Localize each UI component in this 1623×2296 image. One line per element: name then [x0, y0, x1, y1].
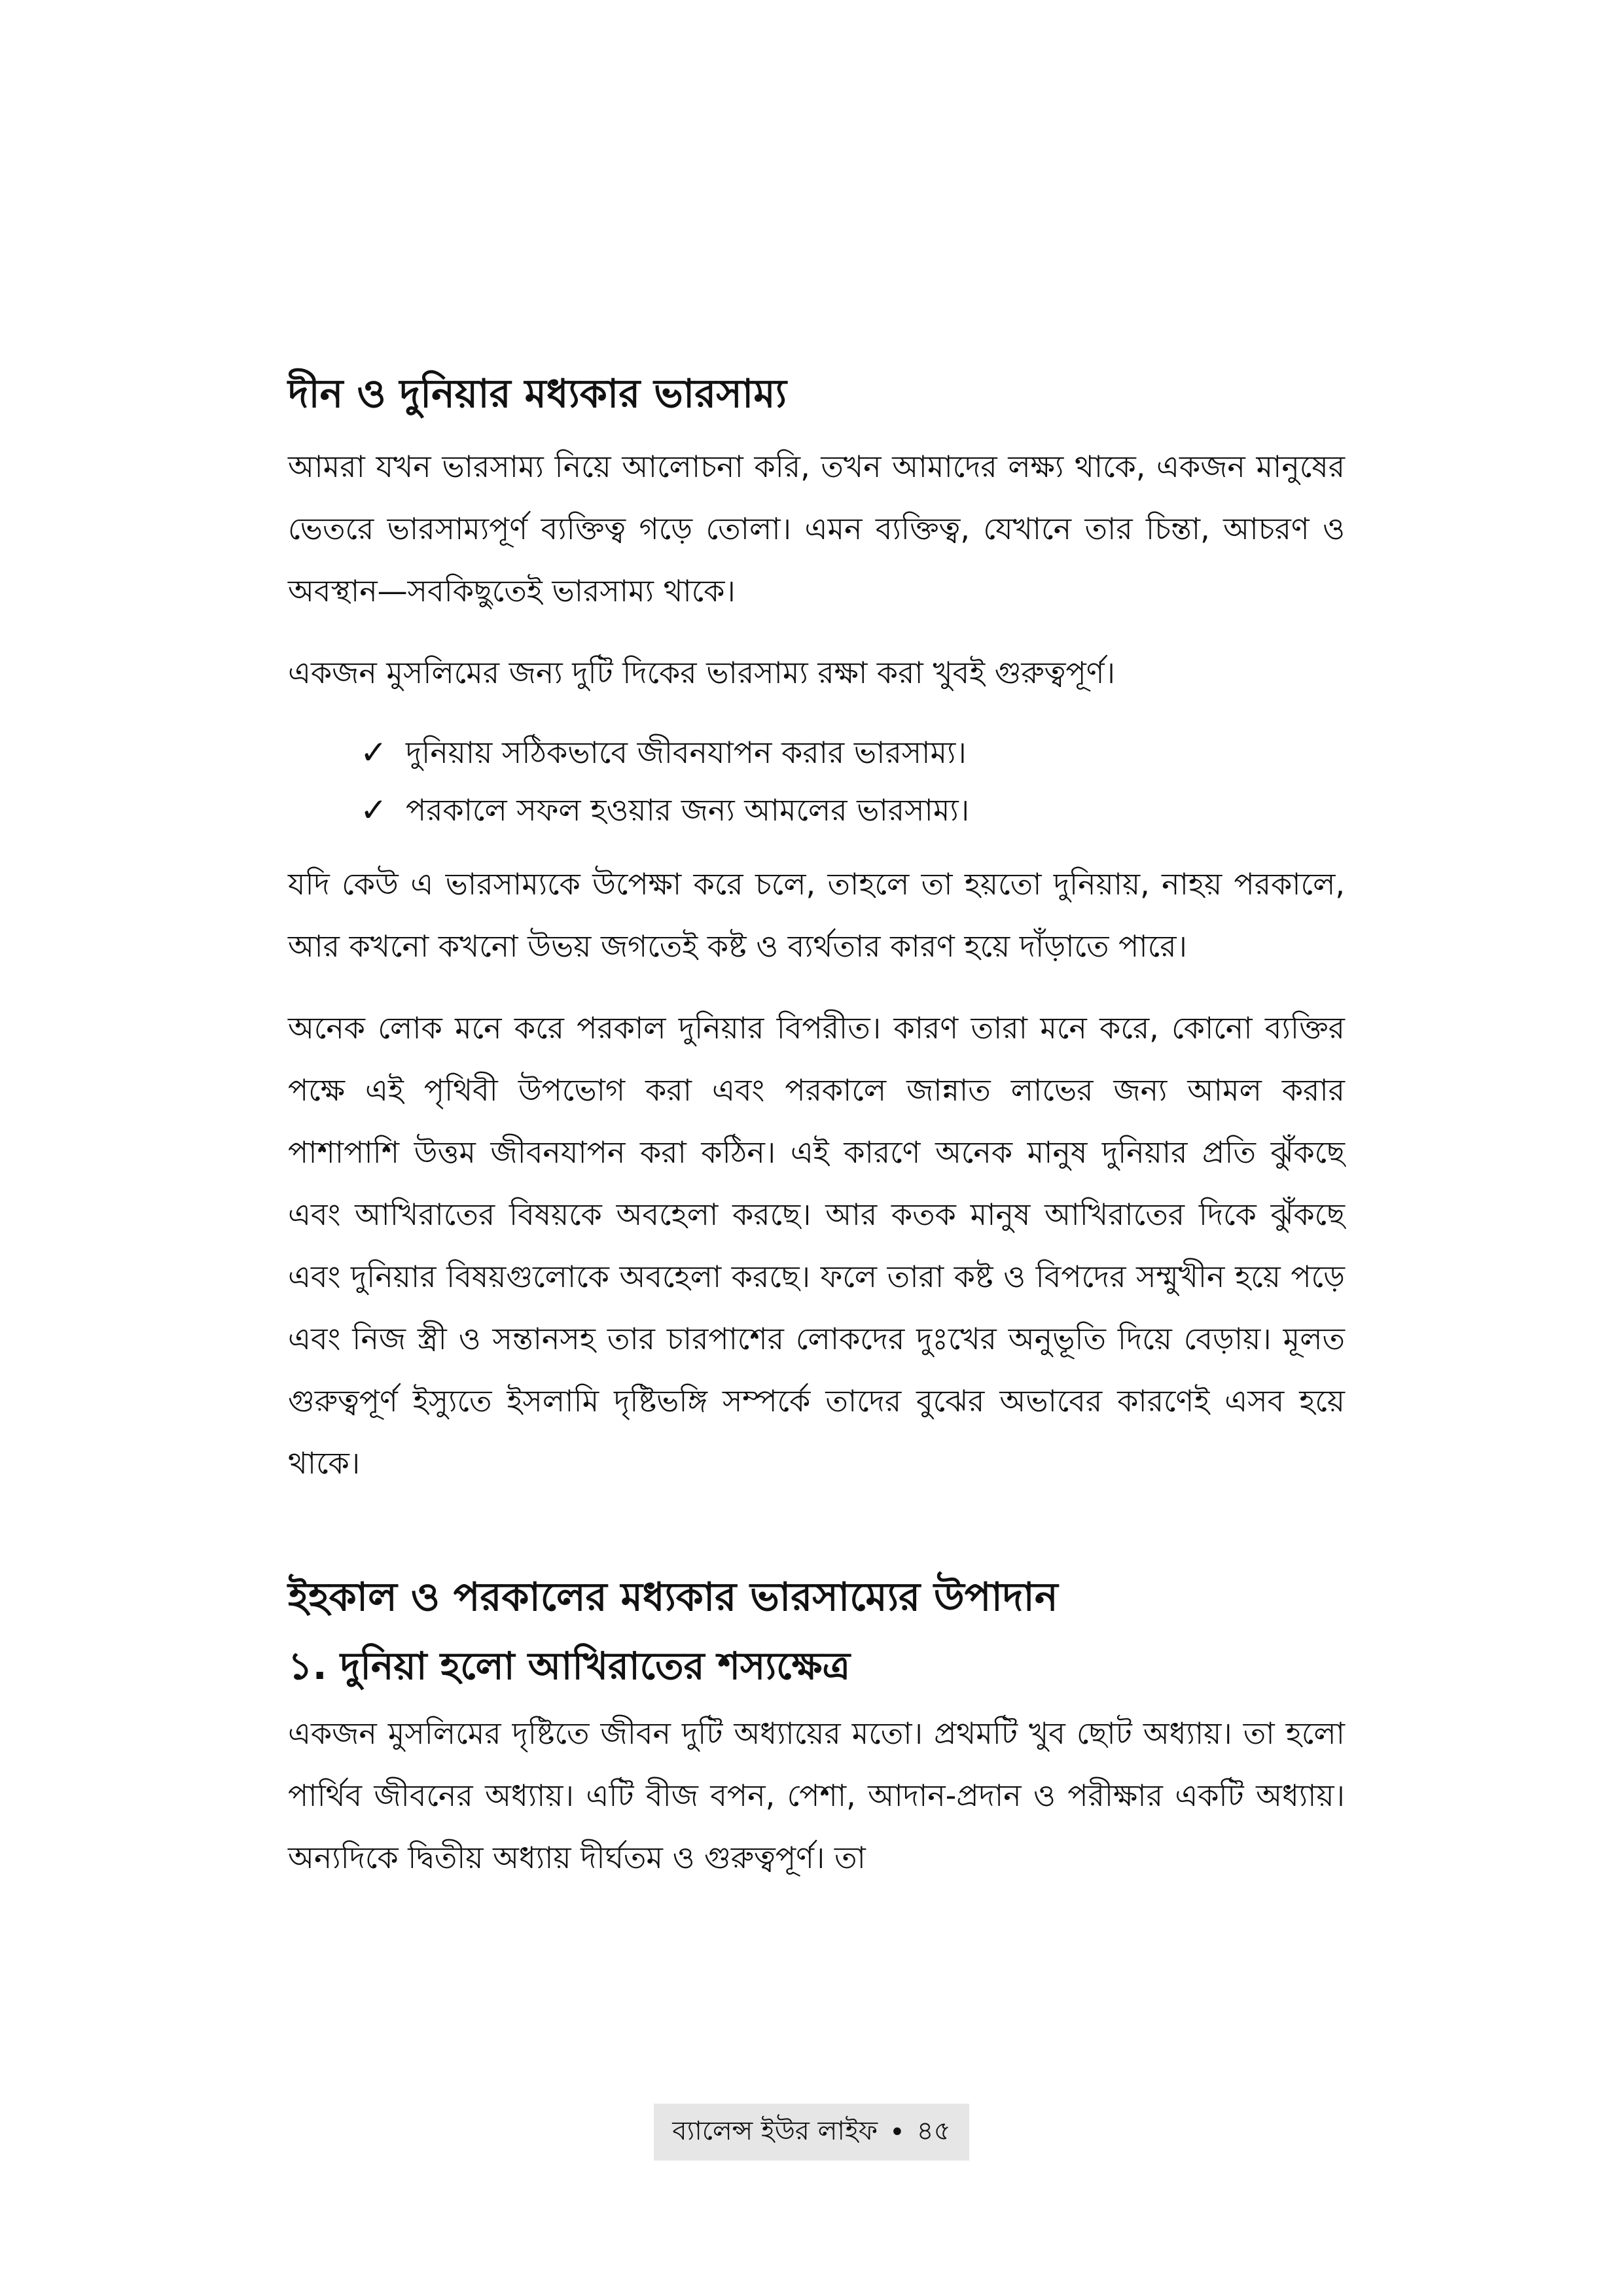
footer-label: [654, 2104, 969, 2161]
check-icon: ✓: [360, 791, 387, 829]
page-footer: [0, 2104, 1623, 2161]
checklist: [288, 724, 1345, 839]
footer-separator: •: [889, 2117, 905, 2147]
subsection-heading-harvest-field: ১. দুনিয়া হলো আখিরাতের শস্যক্ষেত্র: [288, 1644, 851, 1688]
footer-book-title: ব্যালেন্স ইউর লাইফ: [672, 2116, 878, 2146]
check-icon: ✓: [360, 733, 387, 771]
paragraph-two-aspects: একজন মুসলিমের জন্য দুটি দিকের ভারসাম্য রক্ষা করা খুবই গুরুত্বপূর্ণ।: [288, 655, 1116, 690]
checklist-item: [360, 781, 1345, 839]
paragraph-intro: আমরা যখন ভারসাম্য নিয়ে আলোচনা করি, তখন আমাদের লক্ষ্য থাকে, একজন মানুষের ভেতরে ভারসাম্যপূর্ণ ব্যক্তিত্ব গড়ে তোলা। এমন ব্যক্তিত্ব, যেখানে তার চিন্তা, আচরণ ও অবস্থান—সবকিছুতেই ভারসাম্য থাকে।: [288, 449, 1345, 609]
page-number: ৪৫: [916, 2116, 951, 2146]
paragraph-many-people: অনেক লোক মনে করে পরকাল দুনিয়ার বিপরীত। কারণ তারা মনে করে, কোনো ব্যক্তির পক্ষে এই পৃথিবী উপভোগ করা এবং পরকালে জান্নাত লাভের জন্য আমল করার পাশাপাশি উত্তম জীবনযাপন করা কঠিন। এই কারণে অনেক মানুষ দুনিয়ার প্রতি ঝুঁকছে এবং আখিরাতের বিষয়কে অবহেলা করছে। আর কতক মানুষ আখিরাতের দিকে ঝুঁকছে এবং দুনিয়ার বিষয়গুলোকে অবহেলা করছে। ফলে তারা কষ্ট ও বিপদের সম্মুখীন হয়ে পড়ে এবং নিজ স্ত্রী ও সন্তানসহ তার চারপাশের লোকদের দুঃখের অনুভূতি দিয়ে বেড়ায়। মূলত গুরুত্বপূর্ণ ইস্যুতে ইসলামি দৃষ্টিভঙ্গি সম্পর্কে তাদের বুঝের অভাবের কারণেই এসব হয়ে থাকে।: [288, 1010, 1345, 1481]
paragraph-ignore-balance: যদি কেউ এ ভারসাম্যকে উপেক্ষা করে চলে, তাহলে তা হয়তো দুনিয়ায়, নাহয় পরকালে, আর কখনো কখনো উভয় জগতেই কষ্ট ও ব্যর্থতার কারণ হয়ে দাঁড়াতে পারে।: [288, 866, 1345, 964]
section-heading-balance-deen-dunya: দীন ও দুনিয়ার মধ্যকার ভারসাম্য: [288, 371, 787, 417]
section-heading-elements: ইহকাল ও পরকালের মধ্যকার ভারসাম্যের উপাদান: [288, 1574, 1058, 1620]
section-gap: [288, 1514, 1345, 1573]
paragraph-two-chapters: একজন মুসলিমের দৃষ্টিতে জীবন দুটি অধ্যায়ের মতো। প্রথমটি খুব ছোট অধ্যায়। তা হলো পার্থিব জীবনের অধ্যায়। এটি বীজ বপন, পেশা, আদান-প্রদান ও পরীক্ষার একটি অধ্যায়। অন্যদিকে দ্বিতীয় অধ্যায় দীর্ঘতম ও গুরুত্বপূর্ণ। তা: [288, 1716, 1345, 1876]
page-content: [288, 370, 1345, 1909]
checklist-item: [360, 724, 1345, 781]
checklist-item-text: দুনিয়ায় সঠিকভাবে জীবনযাপন করার ভারসাম্য।: [406, 735, 967, 770]
checklist-item-text: পরকালে সফল হওয়ার জন্য আমলের ভারসাম্য।: [406, 792, 970, 828]
